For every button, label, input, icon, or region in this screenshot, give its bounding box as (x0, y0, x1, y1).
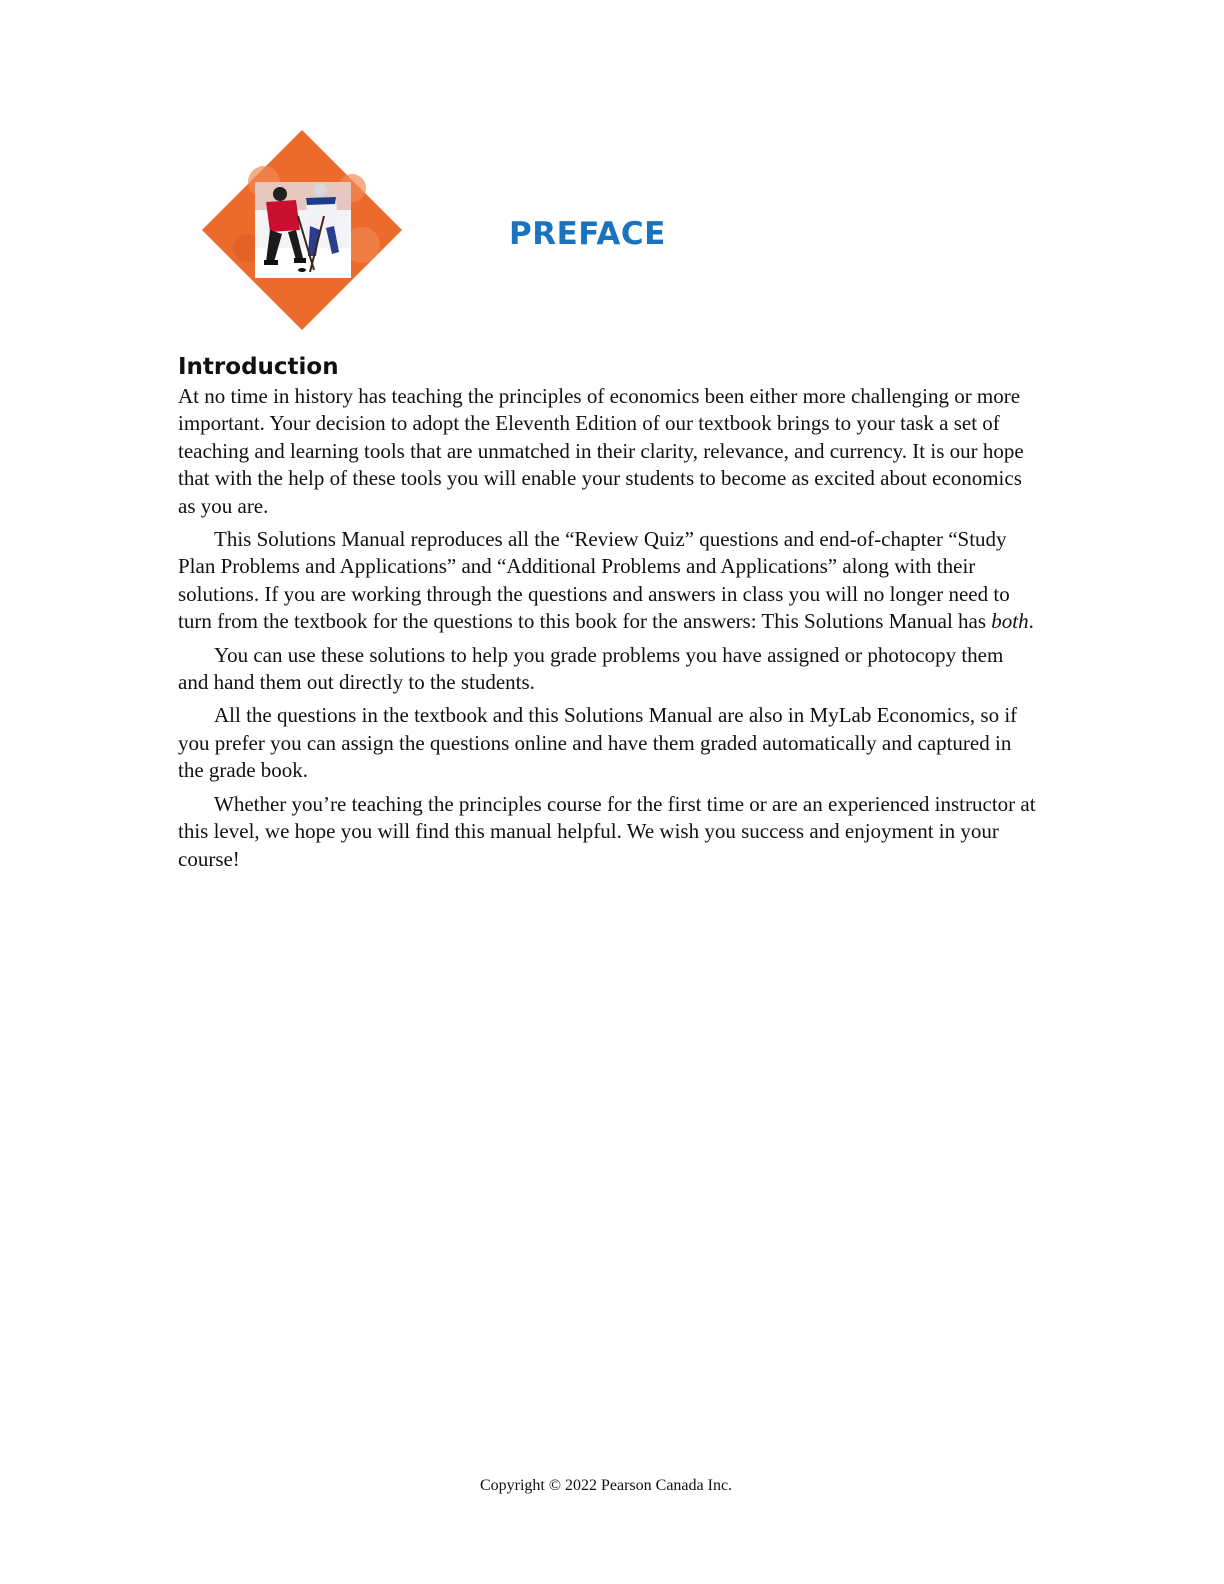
page-title: PREFACE (509, 216, 666, 252)
introduction-section (178, 352, 1038, 879)
copyright-footer: Copyright © 2022 Pearson Canada Inc. (479, 1477, 733, 1494)
paragraph-2-end: . (1028, 609, 1034, 634)
paragraph-2-text: This Solutions Manual reproduces all the “Review Quiz” questions and end-of-chapter “Study Plan Problems and Applications” and “Additional Problems and Applications” along with their solutions. If you are working through the questions and answers in class you will no longer need to turn from the textbook for the questions to this book for the answers: This Solutions Manual has (178, 527, 1010, 634)
paragraph-1: At no time in history has teaching the principles of economics been either more challenging or more important. Your decision to adopt the Eleventh Edition of our textbook brings to your task a set of teaching and learning tools that are unmatched in their clarity, relevance, and currency. It is our hope that with the help of these tools you will enable your students to become as excited about economics as you are. (178, 384, 1024, 518)
paragraph-2-emphasis: both (991, 609, 1029, 634)
paragraph-2 (178, 526, 1038, 636)
section-heading: Introduction (178, 354, 339, 380)
paragraph-3: You can use these solutions to help you grade problems you have assigned or photocopy them and hand them out directly to the students. (178, 642, 1004, 695)
paragraph-4: All the questions in the textbook and this Solutions Manual are also in MyLab Economics, so if you prefer you can assign the questions online and have them graded automatically and captured in the grade book. (178, 703, 1018, 783)
paragraph-5: Whether you’re teaching the principles course for the first time or are an experienced instructor at this level, we hope you will find this manual helpful. We wish you success and enjoyment in your course! (178, 791, 1036, 871)
hockey-photo-diamond-icon (202, 130, 402, 330)
